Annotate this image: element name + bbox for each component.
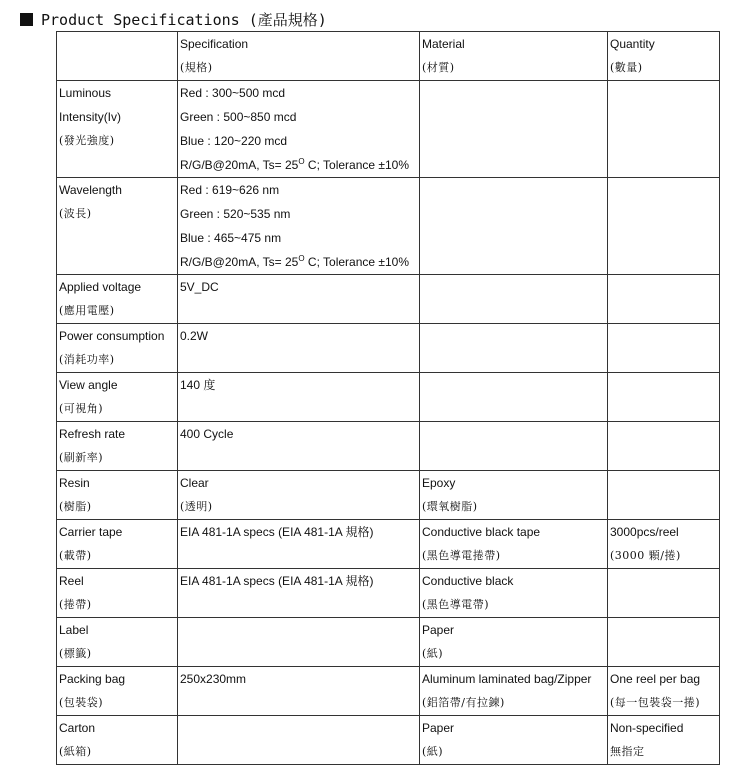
cell-line: (可視角) <box>59 402 104 415</box>
table-row <box>57 422 720 471</box>
cell-line: Aluminum laminated bag/Zipper <box>422 672 592 686</box>
table-cell-spec <box>178 81 420 178</box>
table-cell-label <box>57 373 178 422</box>
cell-line: Red : 300~500 mcd <box>180 86 286 100</box>
cell-line: Blue : 120~220 mcd <box>180 134 288 148</box>
header-label: Specification <box>180 37 249 51</box>
table-cell-quantity <box>608 275 720 324</box>
cell-line: 0.2W <box>180 329 209 343</box>
header-label: Quantity <box>610 37 655 51</box>
cell-line: (包裝袋) <box>59 696 104 709</box>
cell-line: 無指定 <box>610 745 645 758</box>
cell-line: (紙箱) <box>59 745 92 758</box>
cell-line: (環氧樹脂) <box>422 500 478 513</box>
header-label-cjk: (數量) <box>610 61 643 74</box>
table-cell-material <box>420 373 608 422</box>
table-row <box>57 618 720 667</box>
table-cell-spec <box>178 178 420 275</box>
cell-line: Paper <box>422 721 455 735</box>
table-cell-label <box>57 618 178 667</box>
cell-line: (透明) <box>180 500 213 513</box>
table-cell-label <box>57 178 178 275</box>
condition-text-tail: C; Tolerance ±10% <box>304 255 409 269</box>
degree-superscript: O <box>298 157 305 166</box>
table-cell-label <box>57 422 178 471</box>
table-cell-quantity <box>608 81 720 178</box>
table-cell-spec <box>178 324 420 373</box>
table-row <box>57 520 720 569</box>
cell-line: (每一包裝袋一捲) <box>610 696 701 709</box>
table-cell-spec <box>178 471 420 520</box>
cell-line: Label <box>59 623 89 637</box>
table-cell-quantity <box>608 667 720 716</box>
cell-line: Reel <box>59 574 84 588</box>
table-cell-spec <box>178 520 420 569</box>
header-cell-quantity <box>608 32 720 81</box>
cell-line: (應用電壓) <box>59 304 115 317</box>
cell-line: (標籤) <box>59 647 92 660</box>
cell-line: Red : 619~626 nm <box>180 183 280 197</box>
cell-line: Conductive black tape <box>422 525 541 539</box>
table-row <box>57 275 720 324</box>
cell-line: Intensity(Iv) <box>59 110 122 124</box>
condition-text: R/G/B@20mA, Ts= 25 <box>180 255 299 269</box>
table-cell-quantity <box>608 618 720 667</box>
cell-line: (載帶) <box>59 549 92 562</box>
cell-line: 3000pcs/reel <box>610 525 679 539</box>
cell-line: (樹脂) <box>59 500 92 513</box>
table-cell-label <box>57 569 178 618</box>
page-title <box>20 8 327 30</box>
table-cell-quantity <box>608 716 720 765</box>
cell-line: Green : 520~535 nm <box>180 207 291 221</box>
cell-line: View angle <box>59 378 118 392</box>
header-cell-item <box>57 32 178 81</box>
table-cell-material <box>420 471 608 520</box>
cell-line: Refresh rate <box>59 427 126 441</box>
table-cell-spec <box>178 569 420 618</box>
cell-line: Clear <box>180 476 209 490</box>
table-cell-material <box>420 618 608 667</box>
cell-line: (紙) <box>422 647 444 660</box>
table-cell-material <box>420 520 608 569</box>
cell-line: (3000 顆/捲) <box>610 549 681 562</box>
table-cell-spec <box>178 618 420 667</box>
table-cell-spec <box>178 422 420 471</box>
header-label-cjk: (材質) <box>422 61 455 74</box>
cell-line: Epoxy <box>422 476 456 490</box>
cell-line: 140 度 <box>180 378 216 392</box>
table-cell-spec <box>178 716 420 765</box>
table-cell-label <box>57 324 178 373</box>
table-cell-quantity <box>608 178 720 275</box>
table-cell-material <box>420 81 608 178</box>
cell-line: Blue : 465~475 nm <box>180 231 282 245</box>
cell-line-condition <box>180 250 417 274</box>
cell-line: (紙) <box>422 745 444 758</box>
cell-line: (黑色導電帶) <box>422 598 490 611</box>
table-cell-quantity <box>608 373 720 422</box>
cell-line: Paper <box>422 623 455 637</box>
table-cell-material <box>420 422 608 471</box>
condition-text-tail: C; Tolerance ±10% <box>304 158 409 172</box>
cell-line: (刷新率) <box>59 451 104 464</box>
cell-line: Green : 500~850 mcd <box>180 110 297 124</box>
cell-line: One reel per bag <box>610 672 701 686</box>
table-row <box>57 81 720 178</box>
degree-superscript: O <box>298 254 305 263</box>
header-cell-material <box>420 32 608 81</box>
table-cell-quantity <box>608 520 720 569</box>
cell-line: Non-specified <box>610 721 684 735</box>
cell-line: (鋁箔帶/有拉鍊) <box>422 696 505 709</box>
table-row <box>57 716 720 765</box>
table-row <box>57 569 720 618</box>
table-cell-quantity <box>608 324 720 373</box>
cell-line: 250x230mm <box>180 672 247 686</box>
cell-line: 400 Cycle <box>180 427 234 441</box>
table-cell-label <box>57 716 178 765</box>
cell-line: Wavelength <box>59 183 122 197</box>
header-label: Material <box>422 37 465 51</box>
cell-line: Carrier tape <box>59 525 123 539</box>
cell-line: Applied voltage <box>59 280 142 294</box>
table-cell-spec <box>178 373 420 422</box>
table-cell-spec <box>178 275 420 324</box>
table-row <box>57 667 720 716</box>
table-row <box>57 178 720 275</box>
cell-line: (消耗功率) <box>59 353 115 366</box>
cell-line: EIA 481-1A specs (EIA 481-1A 規格) <box>180 525 374 539</box>
cell-line: Packing bag <box>59 672 126 686</box>
table-cell-label <box>57 275 178 324</box>
cell-line: (波長) <box>59 207 92 220</box>
table-cell-material <box>420 178 608 275</box>
table-cell-label <box>57 81 178 178</box>
cell-line: 5V_DC <box>180 280 219 294</box>
cell-line: Conductive black <box>422 574 514 588</box>
table-row <box>57 373 720 422</box>
cell-line: (捲帶) <box>59 598 92 611</box>
cell-line: Carton <box>59 721 96 735</box>
table-cell-quantity <box>608 569 720 618</box>
cell-line-condition <box>180 153 417 177</box>
table-cell-quantity <box>608 422 720 471</box>
page-title-text: Product Specifications (產品規格) <box>41 10 327 29</box>
cell-line: (發光強度) <box>59 134 115 147</box>
condition-text: R/G/B@20mA, Ts= 25 <box>180 158 299 172</box>
table-cell-material <box>420 667 608 716</box>
cell-line: Resin <box>59 476 90 490</box>
spec-table <box>56 31 720 765</box>
table-cell-material <box>420 324 608 373</box>
cell-line: Luminous <box>59 86 112 100</box>
table-cell-label <box>57 520 178 569</box>
cell-line: EIA 481-1A specs (EIA 481-1A 規格) <box>180 574 374 588</box>
header-label-cjk: (規格) <box>180 61 213 74</box>
cell-line: Power consumption <box>59 329 165 343</box>
header-cell-specification <box>178 32 420 81</box>
cell-line: (黑色導電捲帶) <box>422 549 501 562</box>
table-cell-material <box>420 716 608 765</box>
table-header-row <box>57 32 720 81</box>
table-cell-label <box>57 667 178 716</box>
table-cell-material <box>420 569 608 618</box>
table-cell-label <box>57 471 178 520</box>
table-cell-spec <box>178 667 420 716</box>
spec-table-body <box>57 32 720 765</box>
square-bullet-icon <box>20 13 33 26</box>
table-cell-quantity <box>608 471 720 520</box>
table-cell-material <box>420 275 608 324</box>
table-row <box>57 471 720 520</box>
table-row <box>57 324 720 373</box>
